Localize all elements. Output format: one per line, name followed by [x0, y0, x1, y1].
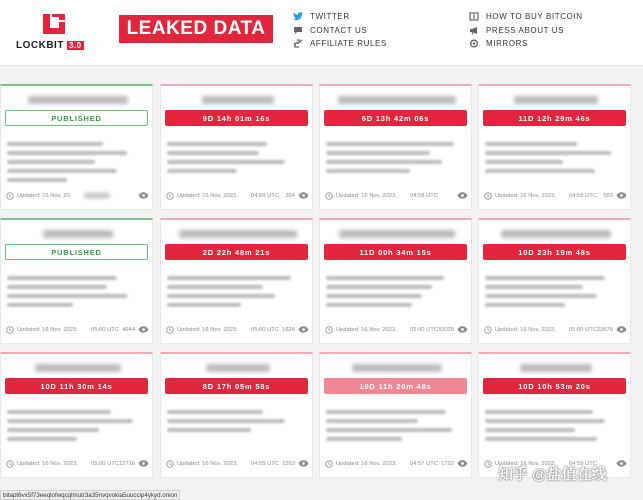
eye-icon: [457, 326, 468, 333]
status-bar-url: bitapt6vx5f73eeqlofwqcqlmutr3a35nvqvokia5uuccip4ykyd.onion: [0, 490, 180, 500]
updated-time: 05:00 UTC: [569, 327, 598, 333]
card-footer: [325, 191, 468, 201]
card-footer: [166, 191, 309, 201]
leak-card[interactable]: [478, 84, 631, 210]
link-icon: [293, 39, 303, 48]
eye-icon: [138, 326, 149, 333]
zhihu-watermark: 知乎 @盐值在线: [498, 466, 607, 483]
card-footer: [166, 459, 309, 469]
card-description-redacted: [485, 276, 626, 312]
updated-date: Updated: 16 Nov, 2023,: [336, 461, 397, 467]
leak-card[interactable]: [160, 218, 313, 344]
view-count: 33039: [437, 327, 454, 333]
eye-icon: [457, 460, 468, 467]
card-description-redacted: [485, 410, 626, 446]
clock-icon: [325, 326, 333, 334]
leak-card[interactable]: [319, 218, 472, 344]
updated-time: 05:00 UTC: [91, 327, 120, 333]
clock-icon: [484, 460, 492, 468]
card-description-redacted: [7, 410, 148, 446]
card-description-redacted: [7, 142, 148, 187]
leak-card[interactable]: [160, 352, 313, 478]
card-description-redacted: [485, 142, 626, 178]
updated-time: 05:00 UTC: [251, 327, 280, 333]
eye-icon: [138, 460, 149, 467]
card-description-redacted: [167, 410, 308, 437]
chat-icon: [293, 26, 303, 35]
card-title-redacted: [352, 364, 442, 372]
card-title-redacted: [514, 96, 598, 104]
leak-card[interactable]: [0, 218, 153, 344]
view-count: 12716: [118, 461, 135, 467]
leak-card[interactable]: [0, 84, 153, 210]
nav-press-about-us[interactable]: PRESS ABOUT US: [469, 24, 583, 38]
megaphone-icon: [469, 26, 479, 35]
card-title-redacted: [43, 230, 113, 238]
card-footer: [325, 325, 468, 335]
updated-date: Updated: 16 Nov, 2023,: [177, 461, 238, 467]
eye-icon: [298, 192, 309, 199]
card-footer: [484, 191, 627, 201]
updated-time: 04:59 UTC: [251, 193, 280, 199]
updated-date: Updated: 16 Nov, 2023,: [336, 327, 397, 333]
eye-icon: [616, 192, 627, 199]
leak-card[interactable]: [478, 218, 631, 344]
clock-icon: [484, 192, 492, 200]
leak-card[interactable]: [0, 352, 153, 478]
view-count: 4644: [122, 327, 135, 333]
countdown-timer: 11D 00h 34m 15s: [324, 244, 467, 260]
clock-icon: [325, 192, 333, 200]
clock-icon: [6, 192, 14, 200]
eye-icon: [298, 326, 309, 333]
eye-icon: [298, 460, 309, 467]
twitter-icon: [293, 12, 303, 21]
card-footer: [484, 325, 627, 335]
nav-contact-us[interactable]: CONTACT US: [293, 24, 387, 38]
updated-date: Updated: 16 Nov, 2023,: [495, 193, 556, 199]
card-footer: [6, 459, 149, 469]
lockbit-logo-icon: [40, 12, 68, 36]
updated-date: Updated: 16 Nov, 2023,: [177, 193, 238, 199]
mirror-icon: [469, 39, 479, 48]
countdown-timer: 10D 11h 30m 14s: [5, 378, 148, 394]
clock-icon: [166, 460, 174, 468]
bitcoin-icon: [469, 12, 479, 21]
card-footer: [166, 325, 309, 335]
card-title-redacted: [206, 364, 270, 372]
view-count: 23676: [596, 327, 613, 333]
card-footer: [6, 325, 149, 335]
card-title-redacted: [339, 230, 455, 238]
countdown-timer: 6D 13h 42m 06s: [324, 110, 467, 126]
published-badge: PUBLISHED: [5, 110, 148, 126]
countdown-timer: 10D 11h 20m 48s: [324, 378, 467, 394]
card-title-redacted: [28, 96, 128, 104]
countdown-timer: 10D 10h 53m 20s: [483, 378, 626, 394]
card-footer: [325, 459, 468, 469]
card-description-redacted: [7, 276, 148, 312]
lockbit-logo[interactable]: [14, 8, 104, 56]
updated-time: 05:00 UTC: [410, 327, 439, 333]
eye-icon: [138, 192, 149, 199]
clock-icon: [325, 460, 333, 468]
card-footer: [6, 191, 149, 201]
leaked-data-banner: LEAKED DATA: [119, 15, 273, 43]
site-header: [0, 0, 643, 66]
view-count: 1626: [282, 327, 295, 333]
view-count: 1722: [441, 461, 454, 467]
view-count: 593: [603, 193, 613, 199]
countdown-timer: 8D 17h 05m 58s: [165, 378, 308, 394]
logo-text: LOCKBIT 3.0: [16, 40, 82, 51]
clock-icon: [484, 326, 492, 334]
nav-mirrors[interactable]: MIRRORS: [469, 37, 583, 51]
published-badge: PUBLISHED: [5, 244, 148, 260]
updated-date: Updated: 16 Nov, 2023,: [336, 193, 397, 199]
updated-date: Updated: 16 Nov, 2023,: [17, 461, 78, 467]
countdown-timer: 2D 22h 48m 21s: [165, 244, 308, 260]
card-description-redacted: [167, 276, 308, 312]
card-title-redacted: [202, 96, 274, 104]
updated-time: 05:00 UTC: [91, 461, 120, 467]
updated-date: Updated: 16 Nov, 20: [17, 193, 70, 199]
eye-icon: [616, 460, 627, 467]
leak-card[interactable]: [160, 84, 313, 210]
nav-twitter[interactable]: TWITTER: [293, 10, 387, 24]
updated-time: 04:59 UTC: [569, 461, 598, 467]
leak-card[interactable]: [319, 352, 472, 478]
countdown-timer: 9D 14h 01m 16s: [165, 110, 308, 126]
view-count: 264: [285, 193, 295, 199]
updated-time: 04:57 UTC: [410, 461, 439, 467]
card-description-redacted: [326, 142, 467, 178]
card-title-redacted: [35, 364, 121, 372]
card-description-redacted: [167, 142, 308, 178]
updated-time-redacted: [84, 193, 110, 198]
card-title-redacted: [338, 96, 456, 104]
updated-time: 04:58 UTC: [569, 193, 598, 199]
clock-icon: [166, 192, 174, 200]
clock-icon: [6, 326, 14, 334]
view-count: 1553: [282, 461, 295, 467]
updated-date: Updated: 16 Nov, 2023,: [177, 327, 238, 333]
card-description-redacted: [326, 410, 467, 446]
updated-date: Updated: 16 Nov, 2023,: [495, 461, 556, 467]
card-title-redacted: [520, 364, 592, 372]
card-title-redacted: [501, 230, 611, 238]
updated-date: Updated: 16 Nov, 2023,: [495, 327, 556, 333]
updated-time: 04:55 UTC: [251, 461, 280, 467]
leak-card[interactable]: [319, 84, 472, 210]
nav-links-right: [469, 10, 583, 51]
clock-icon: [166, 326, 174, 334]
card-title-redacted: [179, 230, 297, 238]
leak-card[interactable]: [478, 352, 631, 478]
nav-how-to-buy-bitcoin[interactable]: HOW TO BUY BITCOIN: [469, 10, 583, 24]
eye-icon: [616, 326, 627, 333]
countdown-timer: 11D 12h 29m 46s: [483, 110, 626, 126]
card-description-redacted: [326, 276, 467, 312]
nav-affiliate-rules[interactable]: AFFILIATE RULES: [293, 37, 387, 51]
nav-links-left: [293, 10, 387, 51]
clock-icon: [6, 460, 14, 468]
updated-date: Updated: 16 Nov, 2023,: [17, 327, 78, 333]
eye-icon: [457, 192, 468, 199]
countdown-timer: 10D 23h 19m 48s: [483, 244, 626, 260]
updated-time: 04:58 UTC: [410, 193, 439, 199]
